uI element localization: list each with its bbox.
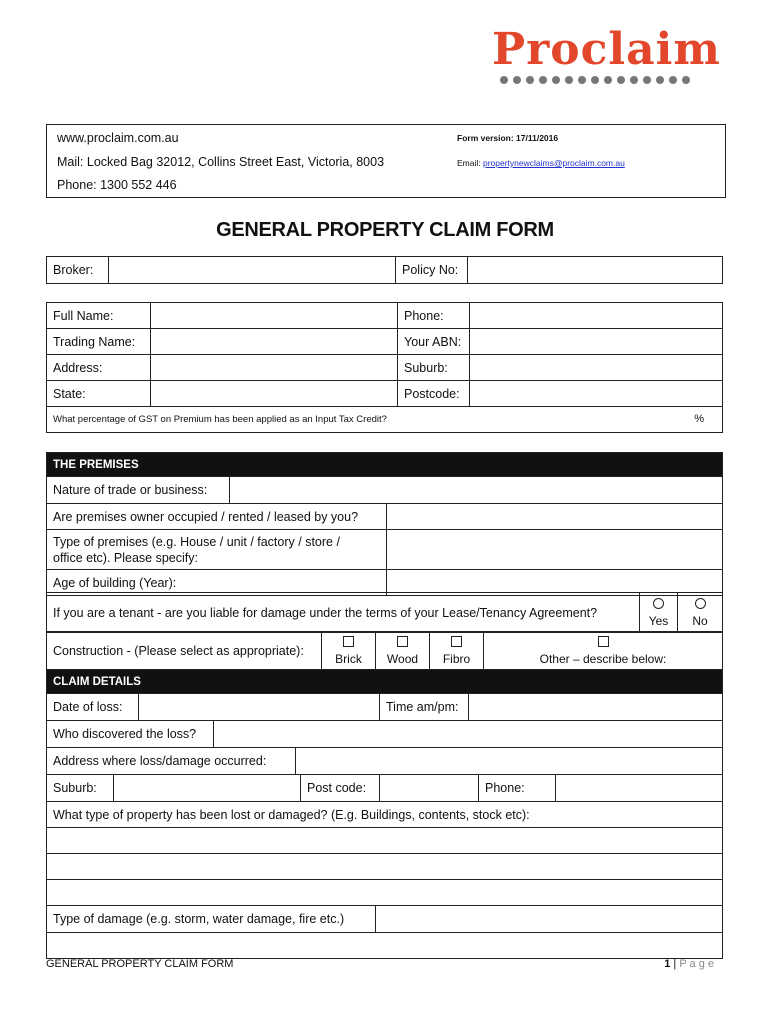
gst-percent: % bbox=[694, 413, 704, 425]
damage-answer-line[interactable] bbox=[47, 933, 723, 959]
website-text: www.proclaim.com.au bbox=[57, 131, 179, 145]
other-checkbox-icon[interactable] bbox=[598, 636, 609, 647]
occupied-label: Are premises owner occupied / rented / leased by you? bbox=[47, 504, 387, 530]
date-label: Date of loss: bbox=[47, 694, 139, 720]
claim-postcode-label: Post code: bbox=[301, 775, 380, 801]
wood-checkbox-icon[interactable] bbox=[397, 636, 408, 647]
other-label: Other – describe below: bbox=[539, 651, 667, 666]
nature-row bbox=[47, 477, 723, 504]
brick-option[interactable] bbox=[322, 632, 376, 670]
tenant-no-option[interactable] bbox=[678, 593, 723, 633]
claim-heading: CLAIM DETAILS bbox=[47, 670, 723, 694]
email-link[interactable]: propertynewclaims@proclaim.com.au bbox=[482, 158, 625, 168]
claim-suburb-field[interactable] bbox=[114, 775, 301, 801]
footer-title: GENERAL PROPERTY CLAIM FORM bbox=[46, 958, 234, 970]
abn-label: Your ABN: bbox=[398, 329, 470, 355]
address-label: Address: bbox=[47, 355, 151, 381]
wood-option[interactable] bbox=[376, 632, 430, 670]
policy-no-field[interactable] bbox=[468, 257, 723, 284]
who-field[interactable] bbox=[214, 721, 723, 747]
no-label: No bbox=[692, 613, 708, 628]
proclaim-logo bbox=[488, 24, 723, 88]
tenant-question: If you are a tenant - are you liable for damage under the terms of your Lease/Tenancy Agreement? bbox=[47, 593, 640, 633]
premises-heading: THE PREMISES bbox=[47, 453, 723, 477]
state-label: State: bbox=[47, 381, 151, 407]
wood-label: Wood bbox=[386, 651, 419, 666]
email-label: Email: bbox=[457, 158, 483, 168]
policy-no-label: Policy No: bbox=[396, 257, 468, 284]
time-field[interactable] bbox=[469, 694, 723, 720]
phone-label: Phone: bbox=[398, 303, 470, 329]
page-title: GENERAL PROPERTY CLAIM FORM bbox=[216, 219, 554, 241]
property-answer-line-1[interactable] bbox=[47, 828, 723, 854]
broker-field[interactable] bbox=[109, 257, 396, 284]
damage-label: Type of damage (e.g. storm, water damage, fire etc.) bbox=[47, 906, 376, 932]
date-field[interactable] bbox=[139, 694, 380, 720]
insured-table bbox=[46, 302, 723, 433]
fibro-checkbox-icon[interactable] bbox=[451, 636, 462, 647]
broker-label: Broker: bbox=[47, 257, 109, 284]
nature-field[interactable] bbox=[230, 477, 723, 503]
type-label: Type of premises (e.g. House / unit / factory / store / office etc). Please specify: bbox=[47, 530, 387, 570]
who-label: Who discovered the loss? bbox=[47, 721, 214, 747]
damage-row bbox=[47, 906, 723, 933]
age-label: Age of building (Year): bbox=[47, 570, 387, 596]
broker-table bbox=[46, 256, 723, 284]
tenant-yes-option[interactable] bbox=[640, 593, 678, 633]
claim-phone-field[interactable] bbox=[556, 775, 723, 801]
property-answer-line-3[interactable] bbox=[47, 880, 723, 906]
suburb-field[interactable] bbox=[470, 355, 723, 381]
phone-text: Phone: 1300 552 446 bbox=[57, 178, 177, 192]
gst-question: What percentage of GST on Premium has been applied as an Input Tax Credit? bbox=[53, 414, 387, 425]
logo-wordmark: Proclaim bbox=[492, 24, 721, 75]
page-num: 1 bbox=[664, 958, 671, 970]
construction-label: Construction - (Please select as appropriate): bbox=[47, 632, 322, 670]
logo-dots bbox=[500, 76, 690, 84]
claim-postcode-field[interactable] bbox=[380, 775, 479, 801]
damage-field[interactable] bbox=[376, 906, 723, 932]
suburb-label: Suburb: bbox=[398, 355, 470, 381]
suburb-row bbox=[47, 775, 723, 802]
full-name-field[interactable] bbox=[151, 303, 398, 329]
yes-label: Yes bbox=[648, 613, 669, 628]
trading-name-label: Trading Name: bbox=[47, 329, 151, 355]
gst-row[interactable] bbox=[47, 407, 723, 433]
construction-table bbox=[46, 631, 723, 670]
premises-table bbox=[46, 452, 723, 596]
claim-phone-label: Phone: bbox=[479, 775, 556, 801]
email-line bbox=[457, 158, 625, 168]
trading-name-field[interactable] bbox=[151, 329, 398, 355]
page-number: 1 | P a g e bbox=[664, 958, 714, 970]
brick-checkbox-icon[interactable] bbox=[343, 636, 354, 647]
type-field[interactable] bbox=[387, 530, 723, 570]
fibro-option[interactable] bbox=[430, 632, 484, 670]
other-option[interactable] bbox=[484, 632, 723, 670]
property-answer-line-2[interactable] bbox=[47, 854, 723, 880]
claim-table bbox=[46, 669, 723, 959]
brick-label: Brick bbox=[335, 651, 362, 666]
who-row bbox=[47, 721, 723, 748]
loss-address-label: Address where loss/damage occurred: bbox=[47, 748, 296, 774]
loss-address-row bbox=[47, 748, 723, 775]
date-row bbox=[47, 694, 723, 721]
occupied-field[interactable] bbox=[387, 504, 723, 530]
contact-box bbox=[46, 124, 726, 198]
state-field[interactable] bbox=[151, 381, 398, 407]
nature-label: Nature of trade or business: bbox=[47, 477, 230, 503]
postcode-field[interactable] bbox=[470, 381, 723, 407]
fibro-label: Fibro bbox=[442, 651, 471, 666]
address-field[interactable] bbox=[151, 355, 398, 381]
no-radio-icon[interactable] bbox=[695, 598, 706, 609]
postcode-label: Postcode: bbox=[398, 381, 470, 407]
mail-text: Mail: Locked Bag 32012, Collins Street East, Victoria, 8003 bbox=[57, 155, 385, 169]
claim-suburb-label: Suburb: bbox=[47, 775, 114, 801]
yes-radio-icon[interactable] bbox=[653, 598, 664, 609]
property-question: What type of property has been lost or damaged? (E.g. Buildings, contents, stock etc): bbox=[47, 802, 723, 828]
page-label: P a g e bbox=[679, 958, 714, 970]
phone-field[interactable] bbox=[470, 303, 723, 329]
time-label: Time am/pm: bbox=[380, 694, 469, 720]
abn-field[interactable] bbox=[470, 329, 723, 355]
form-version: Form version: 17/11/2016 bbox=[457, 133, 559, 143]
loss-address-field[interactable] bbox=[296, 748, 723, 774]
footer bbox=[46, 958, 722, 970]
tenant-table bbox=[46, 592, 723, 633]
full-name-label: Full Name: bbox=[47, 303, 151, 329]
